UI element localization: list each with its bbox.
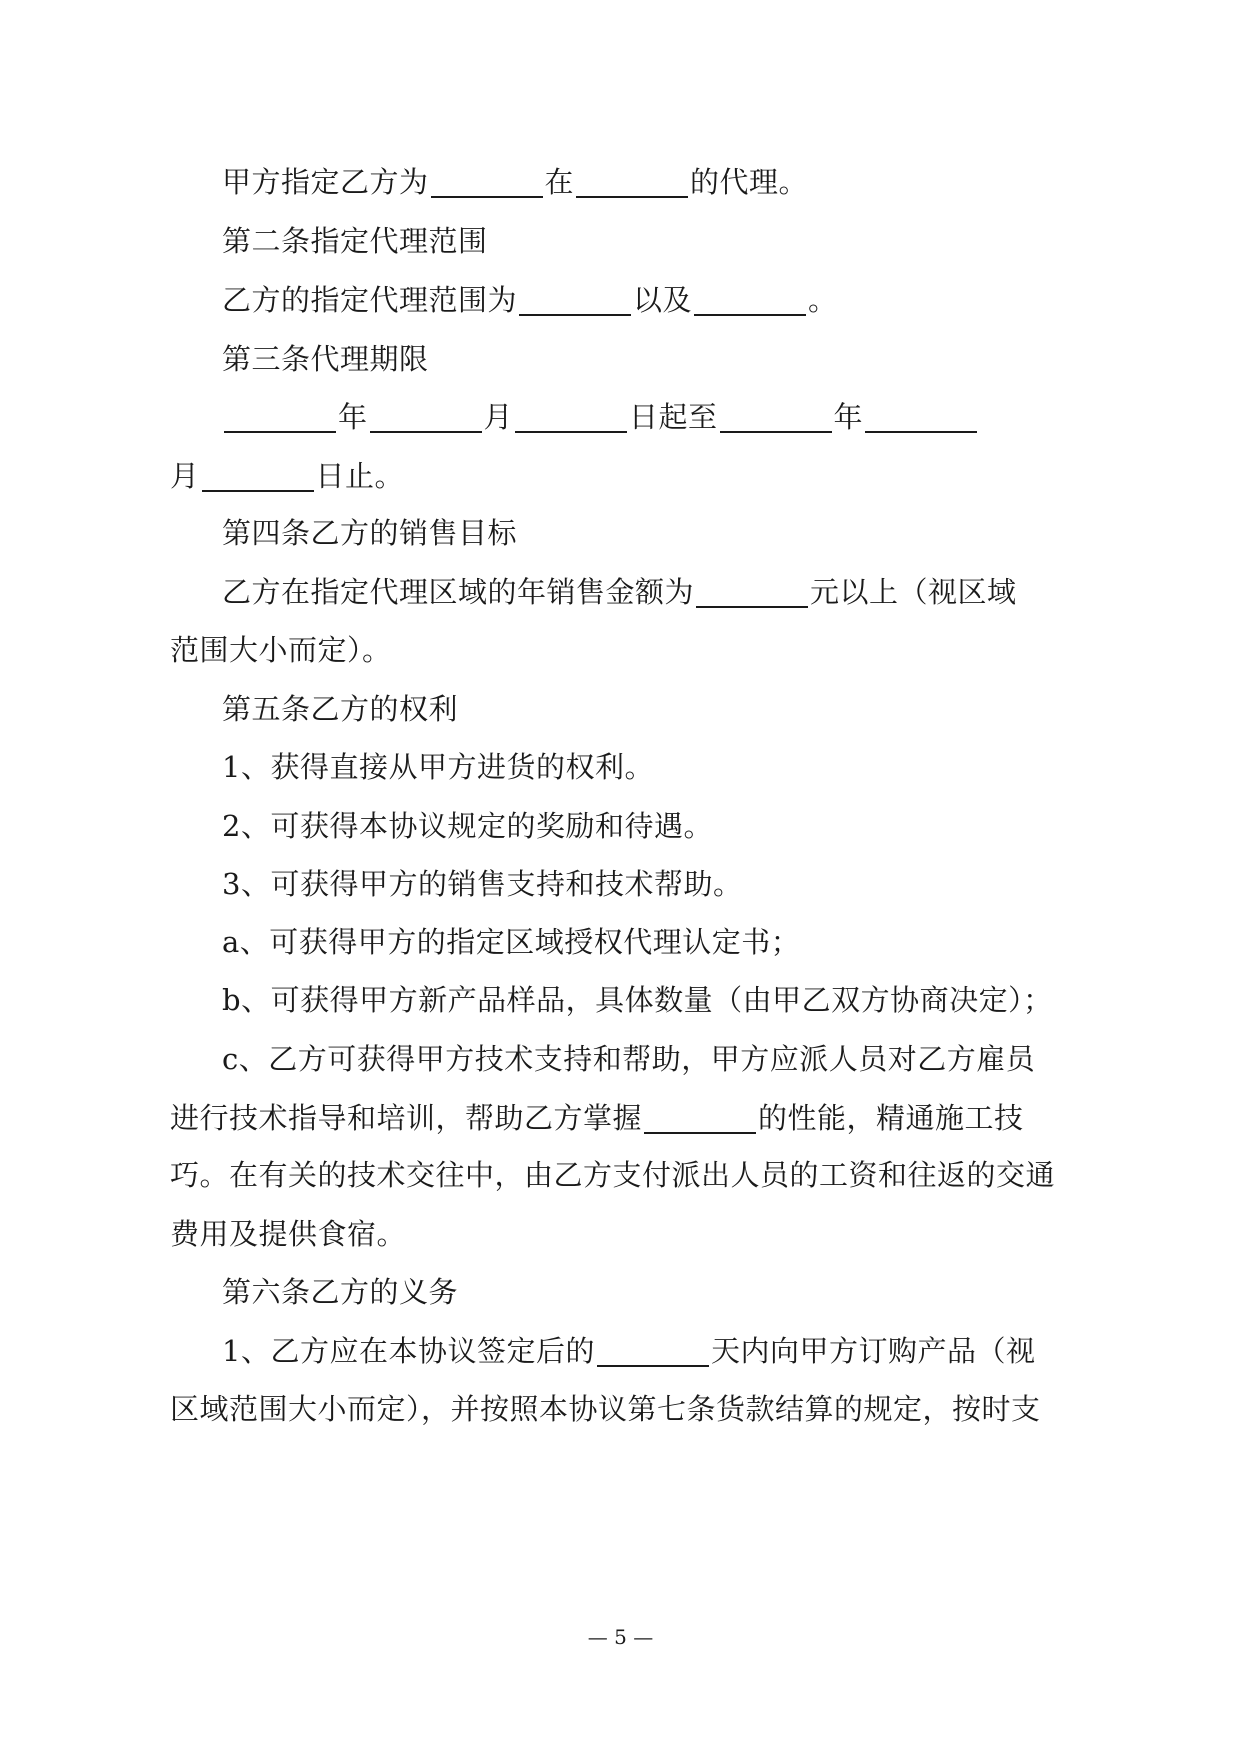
text-line bbox=[222, 806, 713, 846]
text-segment: 第三条代理期限 bbox=[222, 342, 429, 376]
text-line bbox=[222, 397, 979, 437]
text-segment: 2、可获得本协议规定的奖励和待遇。 bbox=[222, 809, 713, 843]
text-segment: c、乙方可获得甲方技术支持和帮助，甲方应派人员对乙方雇员 bbox=[222, 1042, 1036, 1076]
fill-in-blank[interactable] bbox=[576, 166, 688, 198]
fill-in-blank[interactable] bbox=[644, 1102, 756, 1134]
text-line bbox=[222, 280, 838, 320]
text-line bbox=[222, 162, 808, 202]
fill-in-blank[interactable] bbox=[865, 401, 977, 433]
text-segment: 乙方在指定代理区域的年销售金额为 bbox=[222, 575, 695, 609]
text-segment: a、可获得甲方的指定区域授权代理认定书； bbox=[222, 925, 801, 959]
text-segment: 乙方的指定代理范围为 bbox=[222, 283, 518, 317]
text-line bbox=[222, 513, 517, 553]
text-segment: 天内向甲方订购产品（视 bbox=[710, 1334, 1036, 1368]
text-line bbox=[222, 1272, 458, 1312]
text-segment: 3、可获得甲方的销售支持和技术帮助。 bbox=[222, 867, 743, 901]
fill-in-blank[interactable] bbox=[224, 401, 336, 433]
text-line bbox=[170, 1098, 1024, 1138]
text-segment: 月 bbox=[170, 459, 200, 493]
text-segment: 在 bbox=[544, 165, 575, 199]
text-line bbox=[170, 1155, 1055, 1195]
text-line bbox=[170, 456, 404, 496]
text-segment: 1、获得直接从甲方进货的权利。 bbox=[222, 750, 654, 784]
text-segment: 1、乙方应在本协议签定后的 bbox=[222, 1334, 595, 1368]
text-line bbox=[222, 689, 458, 729]
text-segment: 进行技术指导和培训，帮助乙方掌握 bbox=[170, 1101, 643, 1135]
text-segment: 的代理。 bbox=[690, 165, 809, 199]
text-segment: 费用及提供食宿。 bbox=[170, 1217, 407, 1251]
text-segment: 以及 bbox=[633, 283, 693, 317]
fill-in-blank[interactable] bbox=[720, 401, 832, 433]
text-segment: 元以上（视区域 bbox=[810, 575, 1017, 609]
text-segment: 日止。 bbox=[315, 459, 405, 493]
text-segment: 第四条乙方的销售目标 bbox=[222, 516, 518, 550]
fill-in-blank[interactable] bbox=[597, 1335, 709, 1367]
fill-in-blank[interactable] bbox=[370, 401, 482, 433]
text-line bbox=[222, 221, 488, 261]
text-segment: 月 bbox=[483, 400, 514, 434]
text-segment: 年 bbox=[833, 400, 864, 434]
text-line bbox=[170, 1389, 1041, 1429]
page-number: — 5 — bbox=[587, 1625, 654, 1649]
text-segment: 范围大小而定）。 bbox=[170, 633, 392, 667]
fill-in-blank[interactable] bbox=[202, 460, 314, 492]
text-segment: 日起至 bbox=[629, 400, 718, 434]
text-line bbox=[222, 1331, 1035, 1371]
text-segment: 巧。在有关的技术交往中，由乙方支付派出人员的工资和往返的交通 bbox=[170, 1158, 1056, 1192]
text-segment: 年 bbox=[338, 400, 368, 434]
text-line bbox=[222, 1039, 1035, 1079]
text-line bbox=[222, 572, 1017, 612]
text-line bbox=[170, 1214, 406, 1254]
text-segment: 的性能，精通施工技 bbox=[758, 1101, 1024, 1135]
text-segment: 第六条乙方的义务 bbox=[222, 1275, 459, 1309]
text-line bbox=[222, 922, 800, 962]
text-line bbox=[170, 630, 392, 670]
fill-in-blank[interactable] bbox=[431, 166, 543, 198]
fill-in-blank[interactable] bbox=[515, 401, 627, 433]
fill-in-blank[interactable] bbox=[696, 576, 808, 608]
text-line bbox=[222, 747, 654, 787]
text-line bbox=[222, 980, 1053, 1020]
text-segment: 第五条乙方的权利 bbox=[222, 692, 459, 726]
text-line bbox=[222, 864, 742, 904]
text-segment: 第二条指定代理范围 bbox=[222, 224, 488, 258]
text-segment: 区域范围大小而定），并按照本协议第七条货款结算的规定，按时支 bbox=[170, 1392, 1041, 1426]
text-segment: 甲方指定乙方为 bbox=[222, 165, 429, 199]
text-line bbox=[222, 339, 429, 379]
fill-in-blank[interactable] bbox=[519, 284, 631, 316]
fill-in-blank[interactable] bbox=[694, 284, 806, 316]
text-segment: 。 bbox=[808, 283, 838, 317]
text-segment: b、可获得甲方新产品样品，具体数量（由甲乙双方协商决定）； bbox=[222, 983, 1053, 1017]
